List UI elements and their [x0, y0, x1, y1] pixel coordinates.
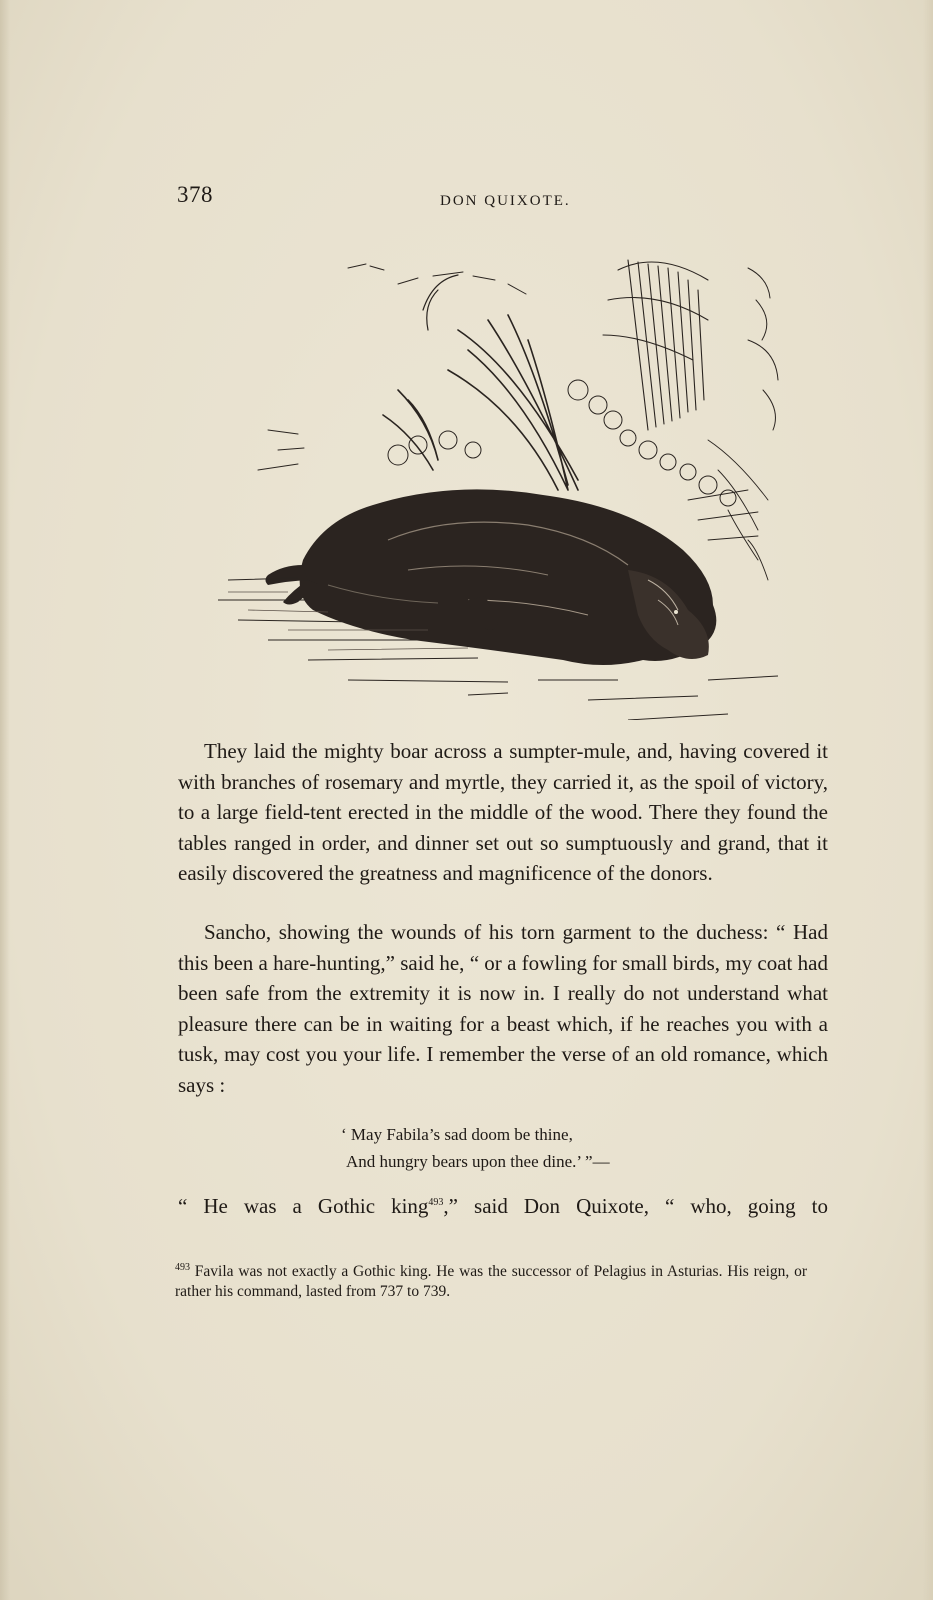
page-number: 378 [177, 182, 213, 207]
paragraph-3 [178, 1188, 828, 1222]
paragraph-2 [178, 917, 828, 1101]
footnote-number: 493 [175, 1262, 190, 1273]
paragraph-1-text: They laid the mighty boar across a sumpter-mule, and, having covered it with branches of rosemary and myrtle, they carried it, as the spoil of victory, to a large field-tent erected in the middle of the wood. There they found the tables ranged in order, and dinner set out so sumptuously and grand, that it easily discovered the greatness and magnificence of the donors. [178, 739, 828, 886]
paragraph-2-text: Sancho, showing the wounds of his torn garment to the duchess: “ Had this been a hare-hunting,” said he, “ or a fowling for small birds, my coat had been safe from the extremity it is now in. I really do not understand what pleasure there can be in waiting for a beast which, if he reaches you with a tusk, may cost you your life. I remember the verse of an old romance, which says : [178, 920, 828, 1097]
closing-text-end: ,” said Don Quixote, “ who, going to [443, 1194, 828, 1218]
page-left-edge [0, 0, 10, 1600]
running-head: DON QUIXOTE. [440, 193, 571, 209]
boar-illustration [208, 240, 798, 720]
footnote-reference[interactable]: 493 [428, 1197, 444, 1208]
closing-text-start: “ He was a Gothic king [178, 1194, 429, 1218]
paragraph-1 [178, 736, 828, 889]
verse-quote [341, 1121, 610, 1175]
verse-line-1: ‘ May Fabila’s sad doom be thine, [341, 1125, 573, 1144]
footnote [175, 1258, 807, 1302]
verse-line-2: And hungry bears upon thee dine.’ ”— [346, 1152, 610, 1171]
footnote-text: Favila was not exactly a Gothic king. He was the successor of Pelagius in Asturias. His reign, or rather his command, lasted from 737 to 739. [175, 1263, 807, 1301]
page-right-edge [923, 0, 933, 1600]
